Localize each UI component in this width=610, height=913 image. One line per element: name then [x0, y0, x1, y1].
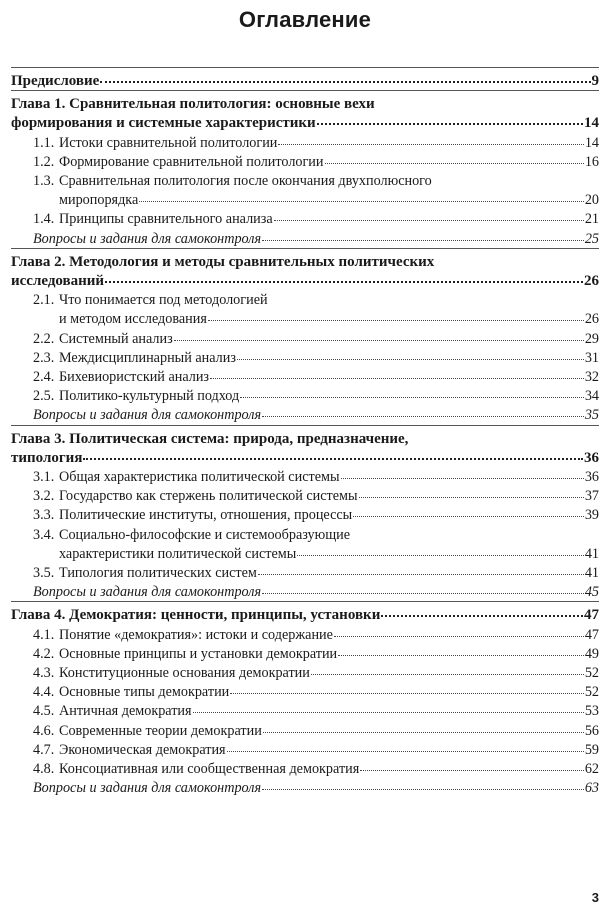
page-ref: 63	[584, 780, 599, 797]
toc-section	[11, 134, 599, 153]
section-title-text: Государство как стержень политической системы	[59, 488, 358, 505]
chapter-title: формирования и системные характеристики	[11, 115, 316, 132]
dot-leader	[240, 387, 584, 398]
dot-leader	[338, 645, 584, 656]
dot-leader	[262, 779, 584, 790]
section-divider	[11, 601, 599, 602]
section-title	[11, 134, 277, 153]
section-number: 3.5.	[33, 565, 55, 581]
questions-label: Вопросы и задания для самоконтроля	[33, 584, 262, 601]
section-title-text: Истоки сравнительной политологии	[59, 134, 278, 151]
dot-leader	[193, 702, 584, 713]
toc-section	[11, 741, 599, 760]
questions-label: Вопросы и задания для самоконтроля	[33, 780, 262, 797]
questions-label: Вопросы и задания для самоконтроля	[33, 407, 262, 424]
page-ref: 56	[584, 722, 599, 739]
section-title-text: Системный анализ	[59, 330, 173, 347]
chapter-page: 36	[584, 449, 599, 466]
section-number: 2.1.	[33, 292, 55, 309]
toc-section	[11, 702, 599, 721]
section-title-text: Принципы сравнительного анализа	[59, 211, 273, 228]
toc-questions	[11, 406, 599, 425]
dot-leader	[227, 741, 584, 752]
toc-entry-preface	[11, 72, 599, 91]
page-ref: 45	[584, 584, 599, 601]
dot-leader	[262, 230, 584, 241]
page-title: Оглавление	[238, 7, 372, 32]
section-title	[11, 210, 273, 229]
section-title	[11, 645, 337, 664]
section-title	[11, 702, 192, 721]
chapter-title: исследований	[11, 273, 105, 289]
section-title-text: Экономическая демократия	[59, 741, 226, 758]
section-number: 2.4.	[33, 369, 55, 385]
section-divider	[11, 425, 599, 426]
dot-leader	[353, 506, 584, 517]
dot-leader	[311, 664, 584, 675]
dot-leader	[83, 448, 583, 460]
section-title	[11, 741, 226, 760]
section-title	[11, 468, 340, 487]
page-ref: 62	[584, 761, 599, 777]
page-ref: 32	[584, 369, 599, 385]
section-number: 2.2.	[33, 330, 55, 347]
section-number: 4.3.	[33, 665, 55, 681]
section-divider	[11, 67, 599, 68]
page-ref: 34	[584, 388, 599, 405]
dot-leader	[174, 330, 584, 341]
section-number: 4.8.	[33, 761, 55, 777]
page-ref: 37	[584, 488, 599, 505]
section-title-text: Социально-философские и системообразующие	[59, 526, 351, 543]
dot-leader	[258, 564, 584, 575]
section-title-text: Понятие «демократия»: истоки и содержание	[59, 626, 333, 643]
section-title-text: Основные принципы и установки демократии	[59, 645, 338, 662]
dot-leader	[317, 113, 583, 125]
section-title	[11, 487, 358, 506]
section-divider	[11, 248, 599, 249]
section-title-continued: и методом исследования	[59, 311, 207, 328]
page-ref: 25	[584, 230, 599, 247]
section-number: 1.3.	[33, 173, 55, 189]
section-title	[11, 349, 236, 368]
section-title-text: Античная демократия	[59, 703, 192, 720]
toc-section	[11, 368, 599, 387]
page-number: 3	[591, 890, 599, 905]
section-title-continued: характеристики политической системы	[59, 545, 297, 562]
section-number: 1.1.	[33, 134, 55, 151]
section-title	[11, 664, 310, 683]
section-title-text: Что понимается под методологией	[59, 292, 268, 309]
chapter-heading	[11, 114, 599, 133]
section-title	[11, 506, 352, 525]
section-number: 4.1.	[33, 626, 55, 643]
toc-questions	[11, 583, 599, 602]
page-ref: 41	[584, 565, 599, 581]
toc-section	[11, 349, 599, 368]
chapter-title: Глава 1. Сравнительная политология: основные вехи	[11, 96, 375, 113]
toc-section	[11, 564, 599, 583]
page-ref: 35	[584, 407, 599, 424]
page-ref: 36	[584, 469, 599, 485]
toc-section	[11, 210, 599, 229]
dot-leader	[274, 210, 584, 221]
dot-leader	[278, 134, 583, 145]
chapter-title: Глава 3. Политическая система: природа, предназначение,	[11, 430, 409, 447]
chapter-heading	[11, 272, 599, 291]
dot-leader	[208, 310, 584, 321]
page-ref: 52	[584, 665, 599, 681]
section-title	[11, 760, 359, 779]
chapter-page: 26	[584, 273, 599, 289]
section-title-text: Общая характеристика политической системы	[59, 469, 340, 485]
section-title-text: Междисциплинарный анализ	[59, 349, 236, 366]
section-title-text: Современные теории демократии	[59, 722, 262, 739]
chapter-heading	[11, 449, 599, 468]
section-number: 4.4.	[33, 684, 55, 701]
section-divider	[11, 90, 599, 91]
dot-leader	[325, 153, 584, 164]
page-ref: 26	[584, 311, 599, 328]
page-ref: 59	[584, 741, 599, 758]
page-ref: 31	[584, 349, 599, 366]
dot-leader	[360, 760, 584, 771]
page-ref: 47	[584, 626, 599, 643]
dot-leader	[359, 487, 584, 498]
section-number: 2.3.	[33, 349, 55, 366]
page-ref: 53	[584, 703, 599, 720]
toc-questions	[11, 230, 599, 249]
questions-label: Вопросы и задания для самоконтроля	[33, 230, 262, 247]
dot-leader	[237, 349, 584, 360]
toc-section	[11, 330, 599, 349]
page-ref: 29	[584, 330, 599, 347]
toc-section	[11, 722, 599, 741]
section-number: 2.5.	[33, 388, 55, 405]
section-number: 1.4.	[33, 211, 55, 228]
toc-section	[11, 664, 599, 683]
dot-leader	[381, 605, 583, 617]
section-title-text: Консоциативная или сообщественная демократия	[59, 761, 360, 777]
section-title	[11, 153, 324, 172]
toc-section	[11, 153, 599, 172]
toc-questions	[11, 779, 599, 798]
dot-leader	[139, 191, 584, 202]
page-ref: 14	[584, 134, 599, 151]
chapter-title: Глава 4. Демократия: ценности, принципы, установки	[11, 607, 381, 624]
section-title-continued: миропорядка	[59, 192, 139, 209]
chapter-title: типология	[11, 449, 83, 466]
section-title	[11, 526, 350, 545]
dot-leader	[100, 71, 590, 83]
chapter-page: 14	[584, 115, 599, 132]
section-number: 3.4.	[33, 526, 55, 543]
dot-leader	[334, 626, 584, 637]
chapter-heading	[11, 606, 599, 625]
section-title-text: Сравнительная политология после окончания двухполюсного	[59, 173, 432, 189]
page-ref: 20	[584, 192, 599, 209]
toc-section-continued	[11, 191, 599, 210]
toc-section	[11, 626, 599, 645]
toc-section	[11, 468, 599, 487]
chapter-page: 47	[584, 607, 599, 624]
dot-leader	[297, 545, 584, 556]
dot-leader	[341, 468, 584, 479]
page-ref: 52	[584, 684, 599, 701]
section-number: 3.2.	[33, 488, 55, 505]
toc-section	[11, 387, 599, 406]
toc-section	[11, 487, 599, 506]
toc-section-continued	[11, 545, 599, 564]
chapter-title: Глава 2. Методология и методы сравнительных политических	[11, 253, 435, 270]
section-title-text: Основные типы демократии	[59, 684, 230, 701]
page-ref: 41	[584, 545, 599, 562]
section-title	[11, 626, 333, 645]
section-title	[11, 387, 239, 406]
dot-leader	[263, 722, 584, 733]
section-title	[11, 722, 262, 741]
page-ref: 39	[584, 507, 599, 524]
page-ref: 21	[584, 211, 599, 228]
section-number: 1.2.	[33, 153, 55, 170]
toc-section	[11, 645, 599, 664]
page-ref: 16	[584, 153, 599, 170]
chapter-heading	[11, 95, 599, 114]
section-number: 4.2.	[33, 645, 55, 662]
section-number: 4.5.	[33, 703, 55, 720]
toc-section	[11, 526, 599, 545]
section-title	[11, 172, 432, 191]
dot-leader	[262, 583, 584, 594]
chapter-heading	[11, 430, 599, 449]
toc-section-continued	[11, 310, 599, 329]
section-title-text: Политические институты, отношения, процессы	[59, 507, 353, 524]
toc-section	[11, 683, 599, 702]
section-title-text: Политико-культурный подход	[59, 388, 240, 405]
section-title-text: Бихевиористский анализ	[59, 369, 210, 385]
dot-leader	[262, 406, 584, 417]
section-title-text: Формирование сравнительной политологии	[59, 153, 324, 170]
section-title-text: Типология политических систем	[59, 565, 257, 581]
section-title	[11, 683, 229, 702]
dot-leader	[210, 368, 584, 379]
section-title	[11, 564, 257, 583]
chapter-heading	[11, 253, 599, 272]
section-title	[11, 291, 268, 310]
section-number: 4.6.	[33, 722, 55, 739]
section-title-text: Конституционные основания демократии	[59, 665, 310, 681]
section-title	[11, 330, 173, 349]
section-number: 3.1.	[33, 469, 55, 485]
dot-leader	[230, 683, 584, 694]
preface-label: Предисловие	[11, 73, 100, 89]
toc-section	[11, 172, 599, 191]
dot-leader	[105, 271, 583, 283]
toc-section	[11, 760, 599, 779]
section-number: 3.3.	[33, 507, 55, 524]
page-ref: 49	[584, 645, 599, 662]
section-number: 4.7.	[33, 741, 55, 758]
toc-section	[11, 506, 599, 525]
section-title	[11, 368, 209, 387]
toc-section	[11, 291, 599, 310]
page-ref: 9	[591, 73, 599, 89]
